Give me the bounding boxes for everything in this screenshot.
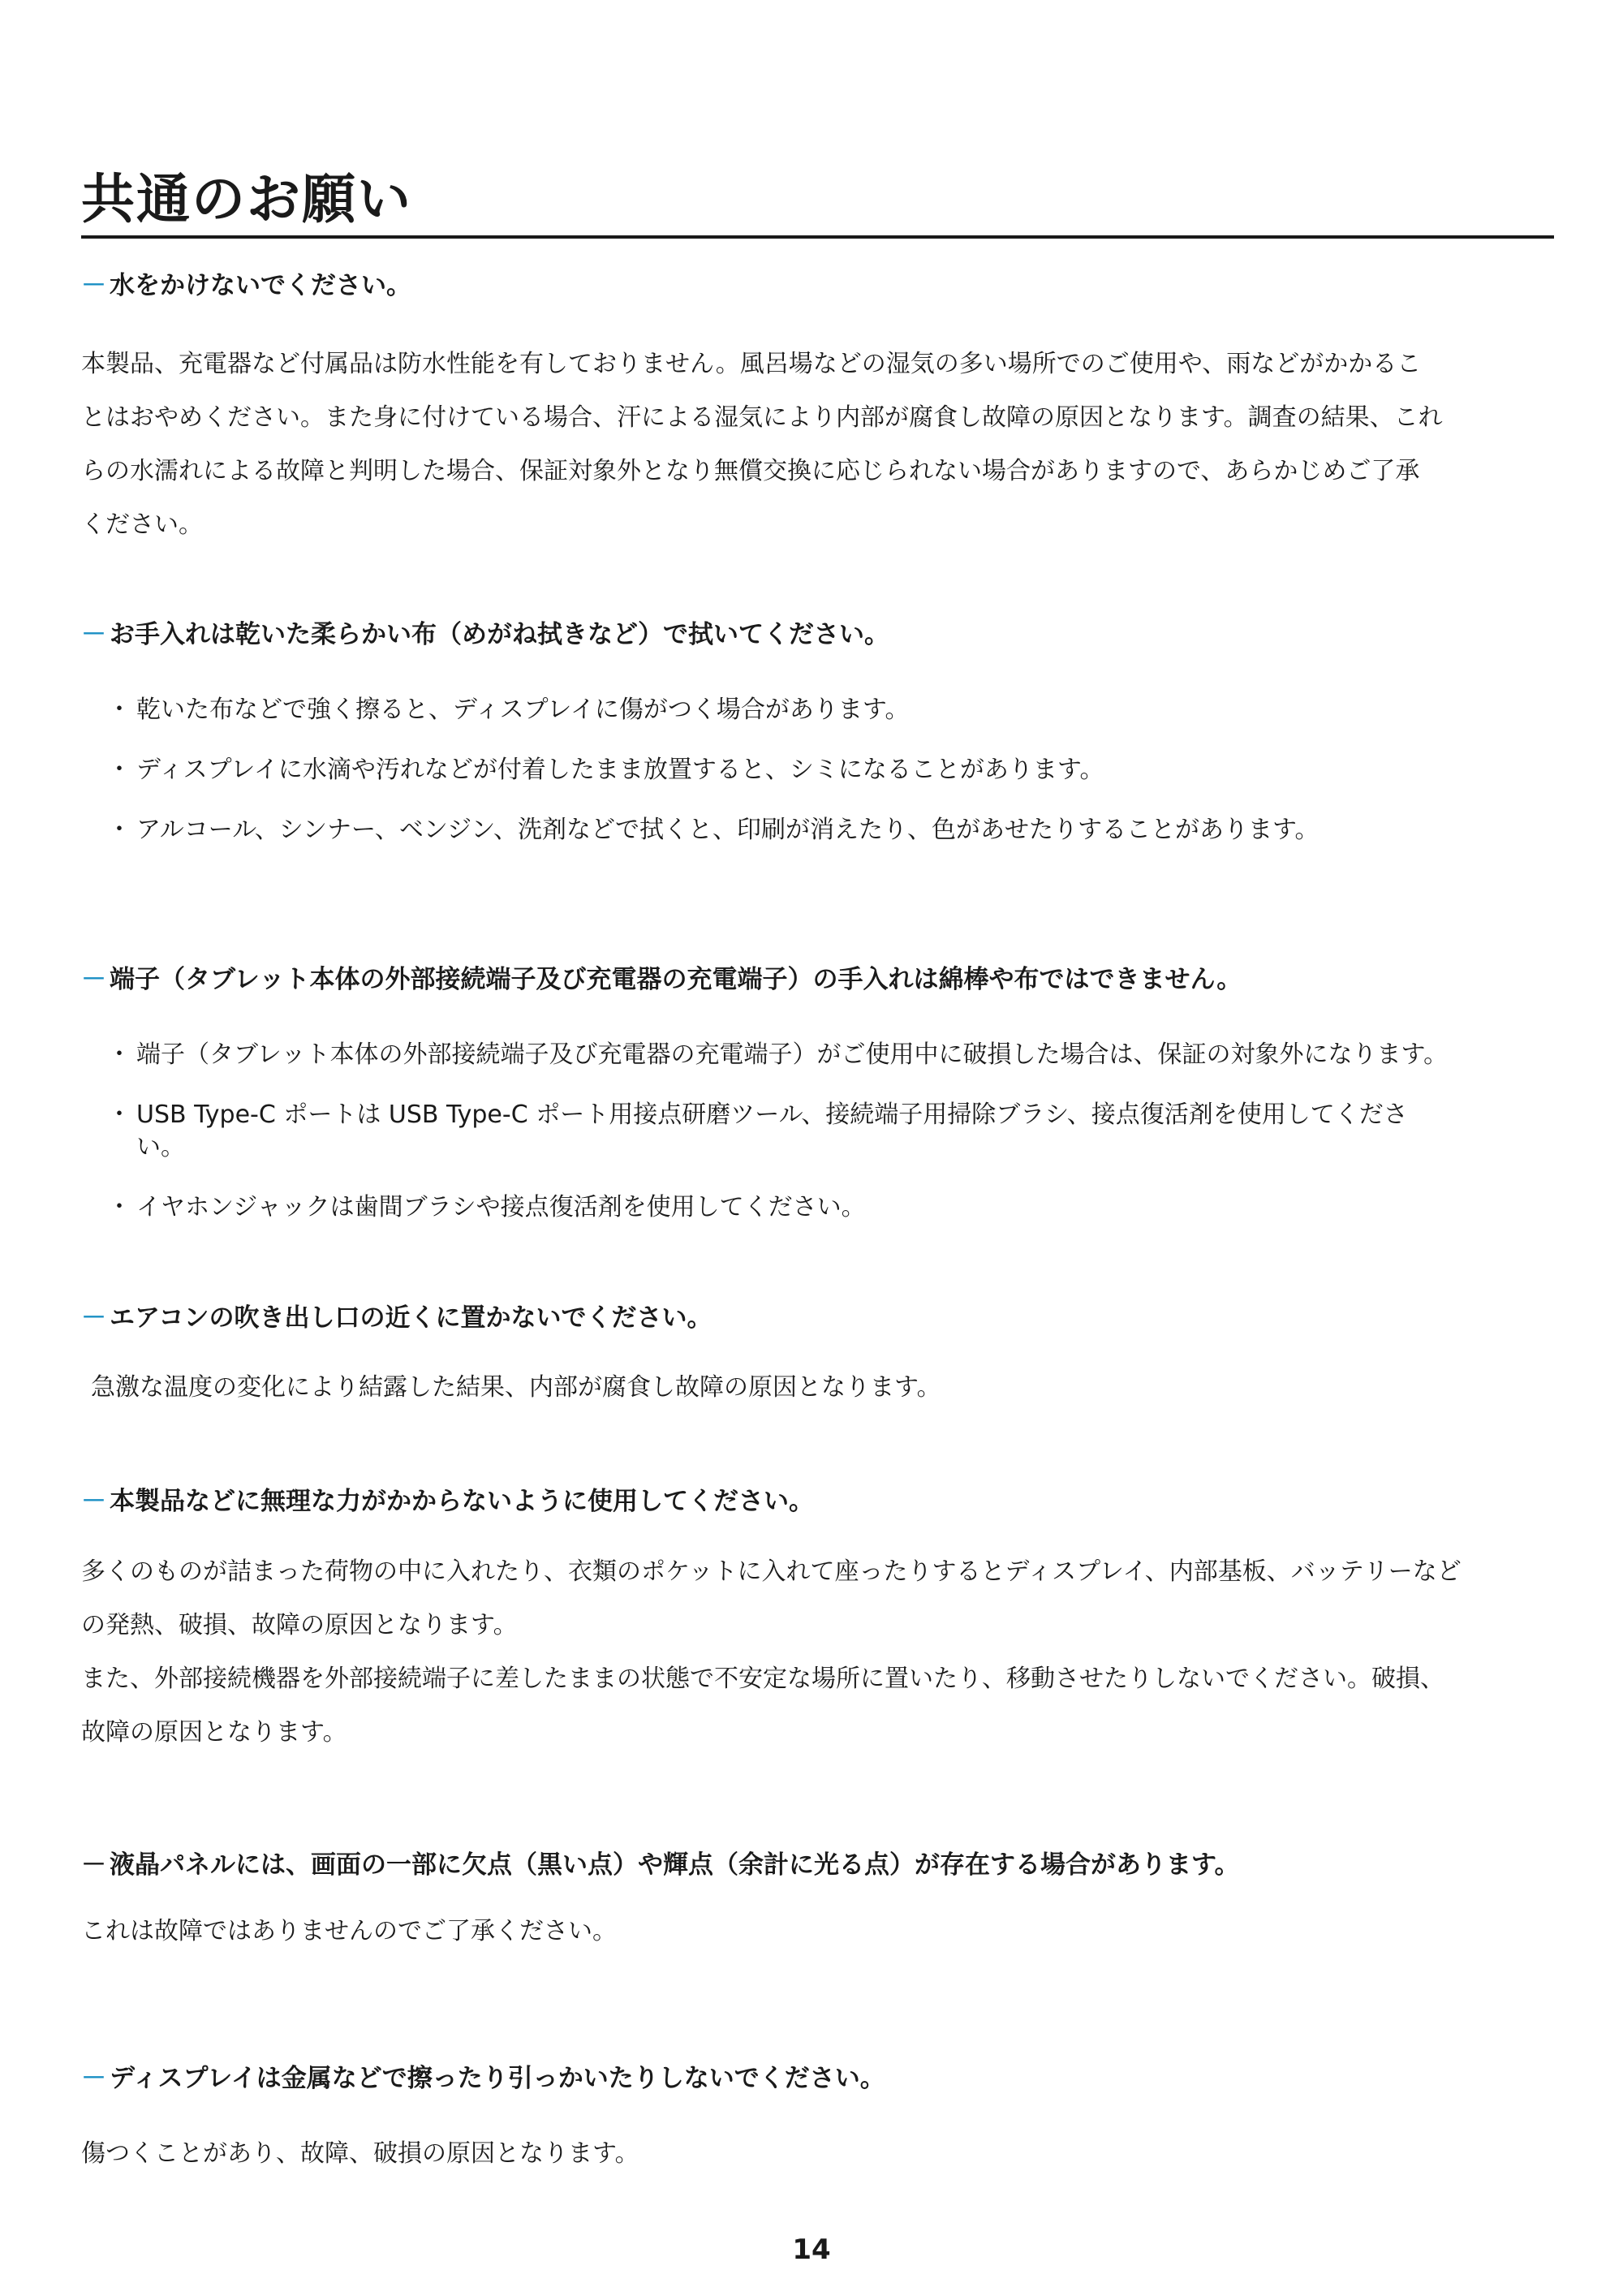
body-line: 故障の原因となります。 [81,1718,347,1747]
section-heading [81,2062,1554,2095]
bullet-mark: ・ [107,1101,131,1129]
bullet-text: アルコール、シンナー、ベンジン、洗剤などで拭くと、印刷が消えたり、色があせたりすることがあります。 [136,816,1319,844]
body-line: の発熱、破損、故障の原因となります。 [81,1611,518,1639]
heading-text: 水をかけないでください。 [110,271,411,300]
body-line: らの水濡れによる故障と判明した場合、保証対象外となり無償交換に応じられない場合がありますので、あらかじめご了承 [81,457,1420,485]
heading-dash: － [81,1850,106,1880]
heading-text: ディスプレイは金属などで擦ったり引っかいたりしないでください。 [110,2064,885,2093]
body-line: 傷つくことがあり、故障、破損の原因となります。 [81,2139,639,2168]
heading-dash: － [81,965,106,994]
bullet-text: 端子（タブレット本体の外部接続端子及び充電器の充電端子）がご使用中に破損した場合は、保証の対象外になります。 [136,1040,1449,1069]
body-line: これは故障ではありませんのでご了承ください。 [81,1917,617,1945]
heading-text: 端子（タブレット本体の外部接続端子及び充電器の充電端子）の手入れは綿棒や布ではできません。 [110,965,1242,994]
section-aircon [81,1302,1554,1415]
section-heading [81,963,1554,996]
bullet-text-continued: い。 [136,1133,185,1161]
section-lcd-panel [81,1849,1554,1958]
page-number: 14 [792,2234,831,2266]
list-item [81,694,1554,726]
heading-dash: － [81,1487,106,1516]
list-item [81,1039,1554,1071]
body-line: 急激な温度の変化により結露した結果、内部が腐食し故障の原因となります。 [91,1373,941,1402]
list-item [81,1191,1554,1224]
bullet-mark: ・ [107,1193,131,1221]
bullet-mark: ・ [107,696,131,724]
list-item [81,814,1554,846]
section-heading [81,1485,1554,1518]
heading-text: エアコンの吹き出し口の近くに置かないでください。 [110,1303,712,1333]
section-heading [81,1849,1554,1881]
bullet-text: ディスプレイに水滴や汚れなどが付着したまま放置すると、シミになることがあります。 [136,756,1104,784]
bullet-list [81,694,1554,846]
section-terminals [81,963,1554,1224]
heading-text: 液晶パネルには、画面の一部に欠点（黒い点）や輝点（余計に光る点）が存在する場合があります。 [110,1850,1240,1880]
section-cleaning [81,618,1554,846]
heading-dash: － [81,1303,106,1333]
list-item [81,1099,1554,1164]
body-line: 本製品、充電器など付属品は防水性能を有しておりません。風呂場などの湿気の多い場所でのご使用や、雨などがかかるこ [81,350,1422,378]
bullet-text: USB Type-C ポートは USB Type-C ポート用接点研磨ツール、接続端子用掃除ブラシ、接点復活剤を使用してくださ [136,1101,1408,1129]
page-title: 共通のお願い [81,168,412,230]
heading-text: 本製品などに無理な力がかからないように使用してください。 [110,1487,814,1516]
section-water [81,269,1554,552]
bullet-list [81,1039,1554,1224]
body-line: 多くのものが詰まった荷物の中に入れたり、衣類のポケットに入れて座ったりするとディスプレイ、内部基板、バッテリーなど [81,1557,1462,1586]
bullet-mark: ・ [107,1040,131,1069]
section-force [81,1485,1554,1760]
body-line: また、外部接続機器を外部接続端子に差したままの状態で不安定な場所に置いたり、移動させたりしないでください。破損、 [81,1665,1444,1693]
heading-text: お手入れは乾いた柔らかい布（めがね拭きなど）で拭いてください。 [110,620,889,649]
section-heading [81,269,1554,302]
heading-dash: － [81,620,106,649]
bullet-text: 乾いた布などで強く擦ると、ディスプレイに傷がつく場合があります。 [136,696,910,724]
section-heading [81,618,1554,651]
section-heading [81,1302,1554,1334]
heading-dash: － [81,271,106,300]
heading-dash: － [81,2064,106,2093]
bullet-mark: ・ [107,756,131,784]
title-divider [81,235,1554,239]
body-line: ください。 [81,510,203,539]
section-display-scratch [81,2062,1554,2181]
bullet-mark: ・ [107,816,131,844]
body-line: とはおやめください。また身に付けている場合、汗による湿気により内部が腐食し故障の原因となります。調査の結果、これ [81,403,1443,432]
bullet-text: イヤホンジャックは歯間ブラシや接点復活剤を使用してください。 [136,1193,866,1221]
list-item [81,754,1554,786]
